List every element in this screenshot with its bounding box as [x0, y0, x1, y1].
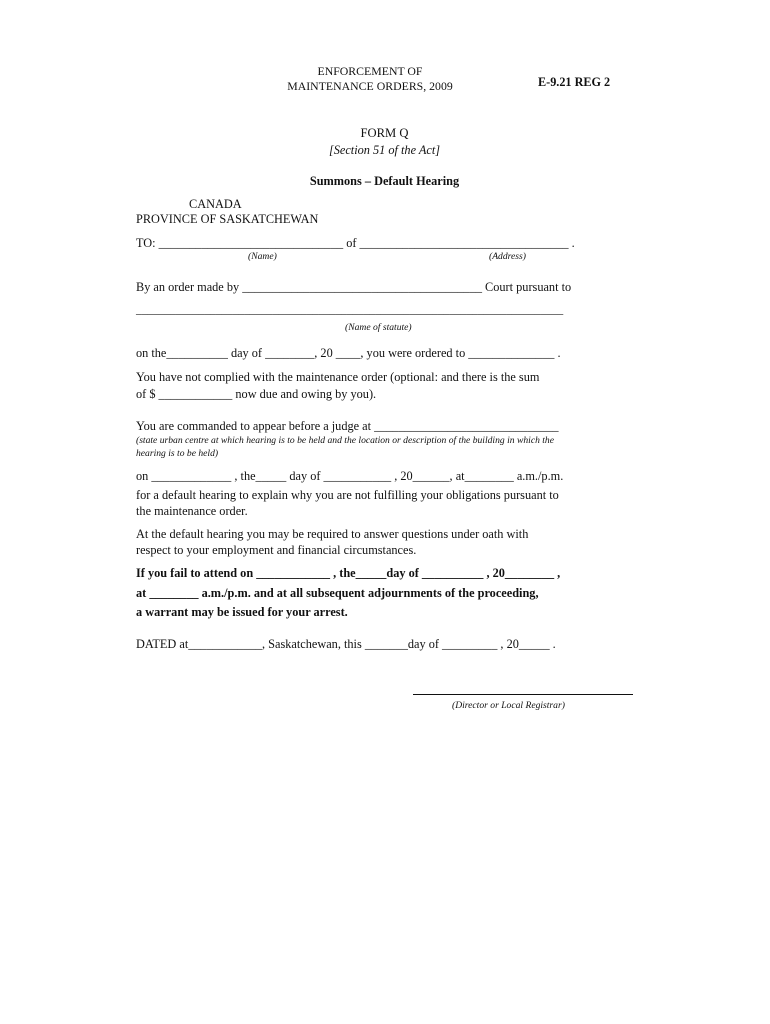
form-name: FORM Q [360, 126, 409, 140]
oath-line-1: At the default hearing you may be required to answer questions under oath with [136, 527, 529, 541]
noncompliance-line-1: You have not complied with the maintenance order (optional: and there is the sum [136, 370, 540, 384]
order-line: By an order made by _______________________________________ Court pursuant to [136, 280, 572, 294]
address-caption: (Address) [489, 251, 526, 262]
ordered-line: on the__________ day of ________, 20 ____, you were ordered to ______________ . [136, 346, 561, 360]
country: CANADA [189, 197, 242, 211]
signature-caption: (Director or Local Registrar) [452, 700, 565, 711]
header-reg-code: E-9.21 REG 2 [538, 75, 611, 89]
statute-line: ___________________________________________________________________________ [136, 304, 564, 316]
default-hearing-line-1: for a default hearing to explain why you are not fulfilling your obligations pursuant to [136, 488, 559, 502]
oath-line-2: respect to your employment and financial circumstances. [136, 543, 417, 557]
province: PROVINCE OF SASKATCHEWAN [136, 212, 319, 226]
warning-line-3: a warrant may be issued for your arrest. [136, 605, 348, 619]
commanded-line: You are commanded to appear before a judge at ______________________________ [136, 419, 559, 433]
header-act-title [250, 64, 490, 94]
header-title-line-2: MAINTENANCE ORDERS, 2009 [287, 79, 453, 93]
default-hearing-line-2: the maintenance order. [136, 504, 248, 518]
hearing-date-line: on _____________ , the_____ day of ___________ , 20______, at________ a.m./p.m. [136, 469, 564, 483]
statute-caption: (Name of statute) [345, 322, 412, 333]
warning-line-2: at ________ a.m./p.m. and at all subsequent adjournments of the proceeding, [136, 586, 539, 600]
name-caption: (Name) [248, 251, 277, 262]
commanded-note-2: hearing is to be held) [136, 448, 219, 459]
warning-line-1: If you fail to attend on ____________ , the_____day of __________ , 20________ , [136, 566, 561, 580]
header-title-line-1: ENFORCEMENT OF [317, 64, 423, 78]
to-line: TO: ______________________________ of __________________________________ . [136, 236, 575, 250]
signature-line [413, 694, 633, 695]
form-heading: Summons – Default Hearing [309, 174, 460, 188]
form-section: [Section 51 of the Act] [328, 143, 441, 157]
dated-line: DATED at____________, Saskatchewan, this _______day of _________ , 20_____ . [136, 637, 556, 651]
noncompliance-line-2: of $ ____________ now due and owing by you). [136, 387, 377, 401]
commanded-note-1: (state urban centre at which hearing is to be held and the location or description of the building in which the [136, 435, 554, 446]
